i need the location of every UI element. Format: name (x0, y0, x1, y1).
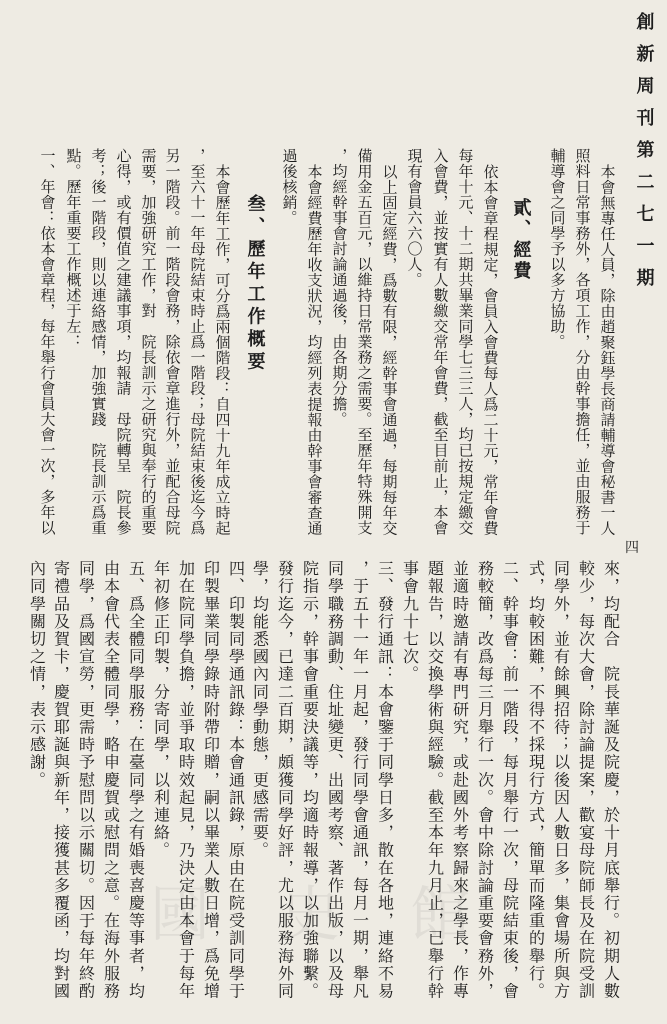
work-overview-line: 需要，加強研究工作，對 院長訓示之研究與奉行的重要 (139, 148, 158, 536)
watermark: 國史館 (150, 880, 540, 950)
section-heading-work-overview: 叁、歷年工作概要 (244, 194, 266, 374)
executive-committee-item-line: 並適時邀請有專門研究，或赴國外考察歸來之學長，作專 (450, 560, 470, 1000)
page-number: 四 (625, 540, 639, 556)
funding-paragraph-line: 入會費，並按實有人數繳交常年會費，截至目前止，本會 (431, 148, 450, 536)
newsletter-item-line: 學，均能悉國內同學動態，更感需要。 (250, 560, 270, 860)
member-service-item-line: 寄禮品及賀卡，慶賀耶誕與新年，接獲甚多覆函，均對國 (51, 560, 71, 1000)
executive-committee-item-line: 務較簡，改爲每三月舉行一次。會中除討論重要會務外， (475, 560, 495, 1000)
funding-paragraph-line: 現有會員六六〇人。 (405, 148, 424, 288)
directory-item-line: 印製畢業同學錄時附帶印贈，嗣以畢業人數日增，爲免增 (201, 560, 221, 1000)
section-1-line: 本會無專任人員，除由趙聚鈺學長商請輔導會秘書一人 (598, 163, 617, 536)
executive-committee-item-line: 二、幹事會：前一階段，每月舉行一次，母院結束後，會 (500, 560, 520, 1000)
work-overview-line: 心得，或有價值之建議事項，均報請 母院轉呈 院長參 (114, 148, 133, 536)
directory-item-line: 加在院同學負擔，並爭取時效起見，乃決定由本會于每年 (176, 560, 196, 1000)
funding-paragraph-line: 過後核銷。 (280, 148, 299, 226)
work-overview-line: 點。歷年重要工作概述于左： (64, 148, 83, 350)
section-heading-funding: 貳、經費 (510, 198, 532, 282)
newsletter-item-line: 同學職務調動、住址變更、出國考察、著作出版，以及母 (325, 560, 345, 1000)
directory-item-line: 年初修正印製，分寄同學，以利連絡。 (151, 560, 171, 860)
work-overview-line: 本會歷年工作，可分爲兩個階段：自四十九年成立時起 (213, 163, 232, 536)
work-overview-line: ，至六十一年母院結束時止爲一階段；母院結束後迄今爲 (188, 148, 207, 536)
funding-paragraph-line: ，均經幹事會討論通過後，由各期分擔。 (330, 148, 349, 427)
annual-meeting-item-line: 來，均配合 院長華誕及院慶，於十月底舉行。初期人數 (601, 560, 621, 1000)
section-1-line: 輔導會之同學予以多方協助。 (548, 148, 567, 350)
section-1-line: 照料日常事務外，各項工作，分由幹事擔任，並由服務于 (573, 148, 592, 536)
funding-paragraph-line: 本會經費歷年收支狀況，均經列表提報由幹事會審查通 (305, 163, 324, 536)
executive-committee-item-line: 事會九十七次。 (400, 560, 420, 684)
funding-paragraph-line: 以上固定經費，爲數有限，經幹事會通過，每期每年交 (380, 163, 399, 536)
member-service-item-line: 同學，爲國宣勞，更需時予慰問以示關切。因于每年終酌 (76, 560, 96, 1000)
newsletter-item-line: 發行迄今，已達二百期，頗獲同學好評，尤以服務海外同 (275, 560, 295, 1000)
annual-meeting-item-line: 同學外，並有餘興招待；以後因人數日多，集會場所與方 (551, 560, 571, 1000)
directory-item-line: 四、印製同學通訊錄：本會通訊錄，原由在院受訓同學于 (226, 560, 246, 1000)
periodical-title: 創新周刊第二七一期 (633, 12, 655, 300)
funding-paragraph-line: 依本會章程規定，會員入會費每人爲二十元，常年會費 (481, 163, 500, 536)
funding-paragraph-line: 每年十元、十二期共畢業同學七三三人，均已按規定繳交 (456, 148, 475, 536)
newsletter-item-line: 三、發行通訊：本會鑒于同學日多，散在各地，連絡不易 (375, 560, 395, 1000)
member-service-item-line: 內同學關切之情，表示感謝。 (27, 560, 47, 789)
annual-meeting-item-line: 較少，每次大會，除討論提案，歡宴母院師長及在院受訓 (576, 560, 596, 1000)
work-overview-line: 另一階段。前一階段會務，除依會章進行外，並配合母院 (163, 148, 182, 536)
newsletter-item-line: 院指示，幹事會重要決議等，均適時報導，以加強聯繫。 (300, 560, 320, 1000)
annual-meeting-item-line: 一、年會：依本會章程，每年舉行會員大會一次，多年以 (38, 148, 57, 536)
member-service-item-line: 五、爲全體同學服務：在臺同學之有婚喪喜慶等事者，均 (126, 560, 146, 1000)
annual-meeting-item-line: 式，均較困難，不得不採現行方式，簡單而隆重的舉行。 (526, 560, 546, 1000)
member-service-item-line: 由本會代表全體同學，略申慶賀或慰問之意。在海外服務 (101, 560, 121, 1000)
newsletter-item-line: ，于五十一年一月起，發行同學會通訊，每月一期，舉凡 (350, 560, 370, 1000)
work-overview-line: 考；後一階段，則以連絡感情，加強實踐 院長訓示爲重 (89, 148, 108, 536)
executive-committee-item-line: 題報告，以交換學術與經驗。截至本年九月止，已舉行幹 (425, 560, 445, 1000)
funding-paragraph-line: 備用金五百元，以維持日常業務之需要。至歷年特殊開支 (355, 148, 374, 536)
